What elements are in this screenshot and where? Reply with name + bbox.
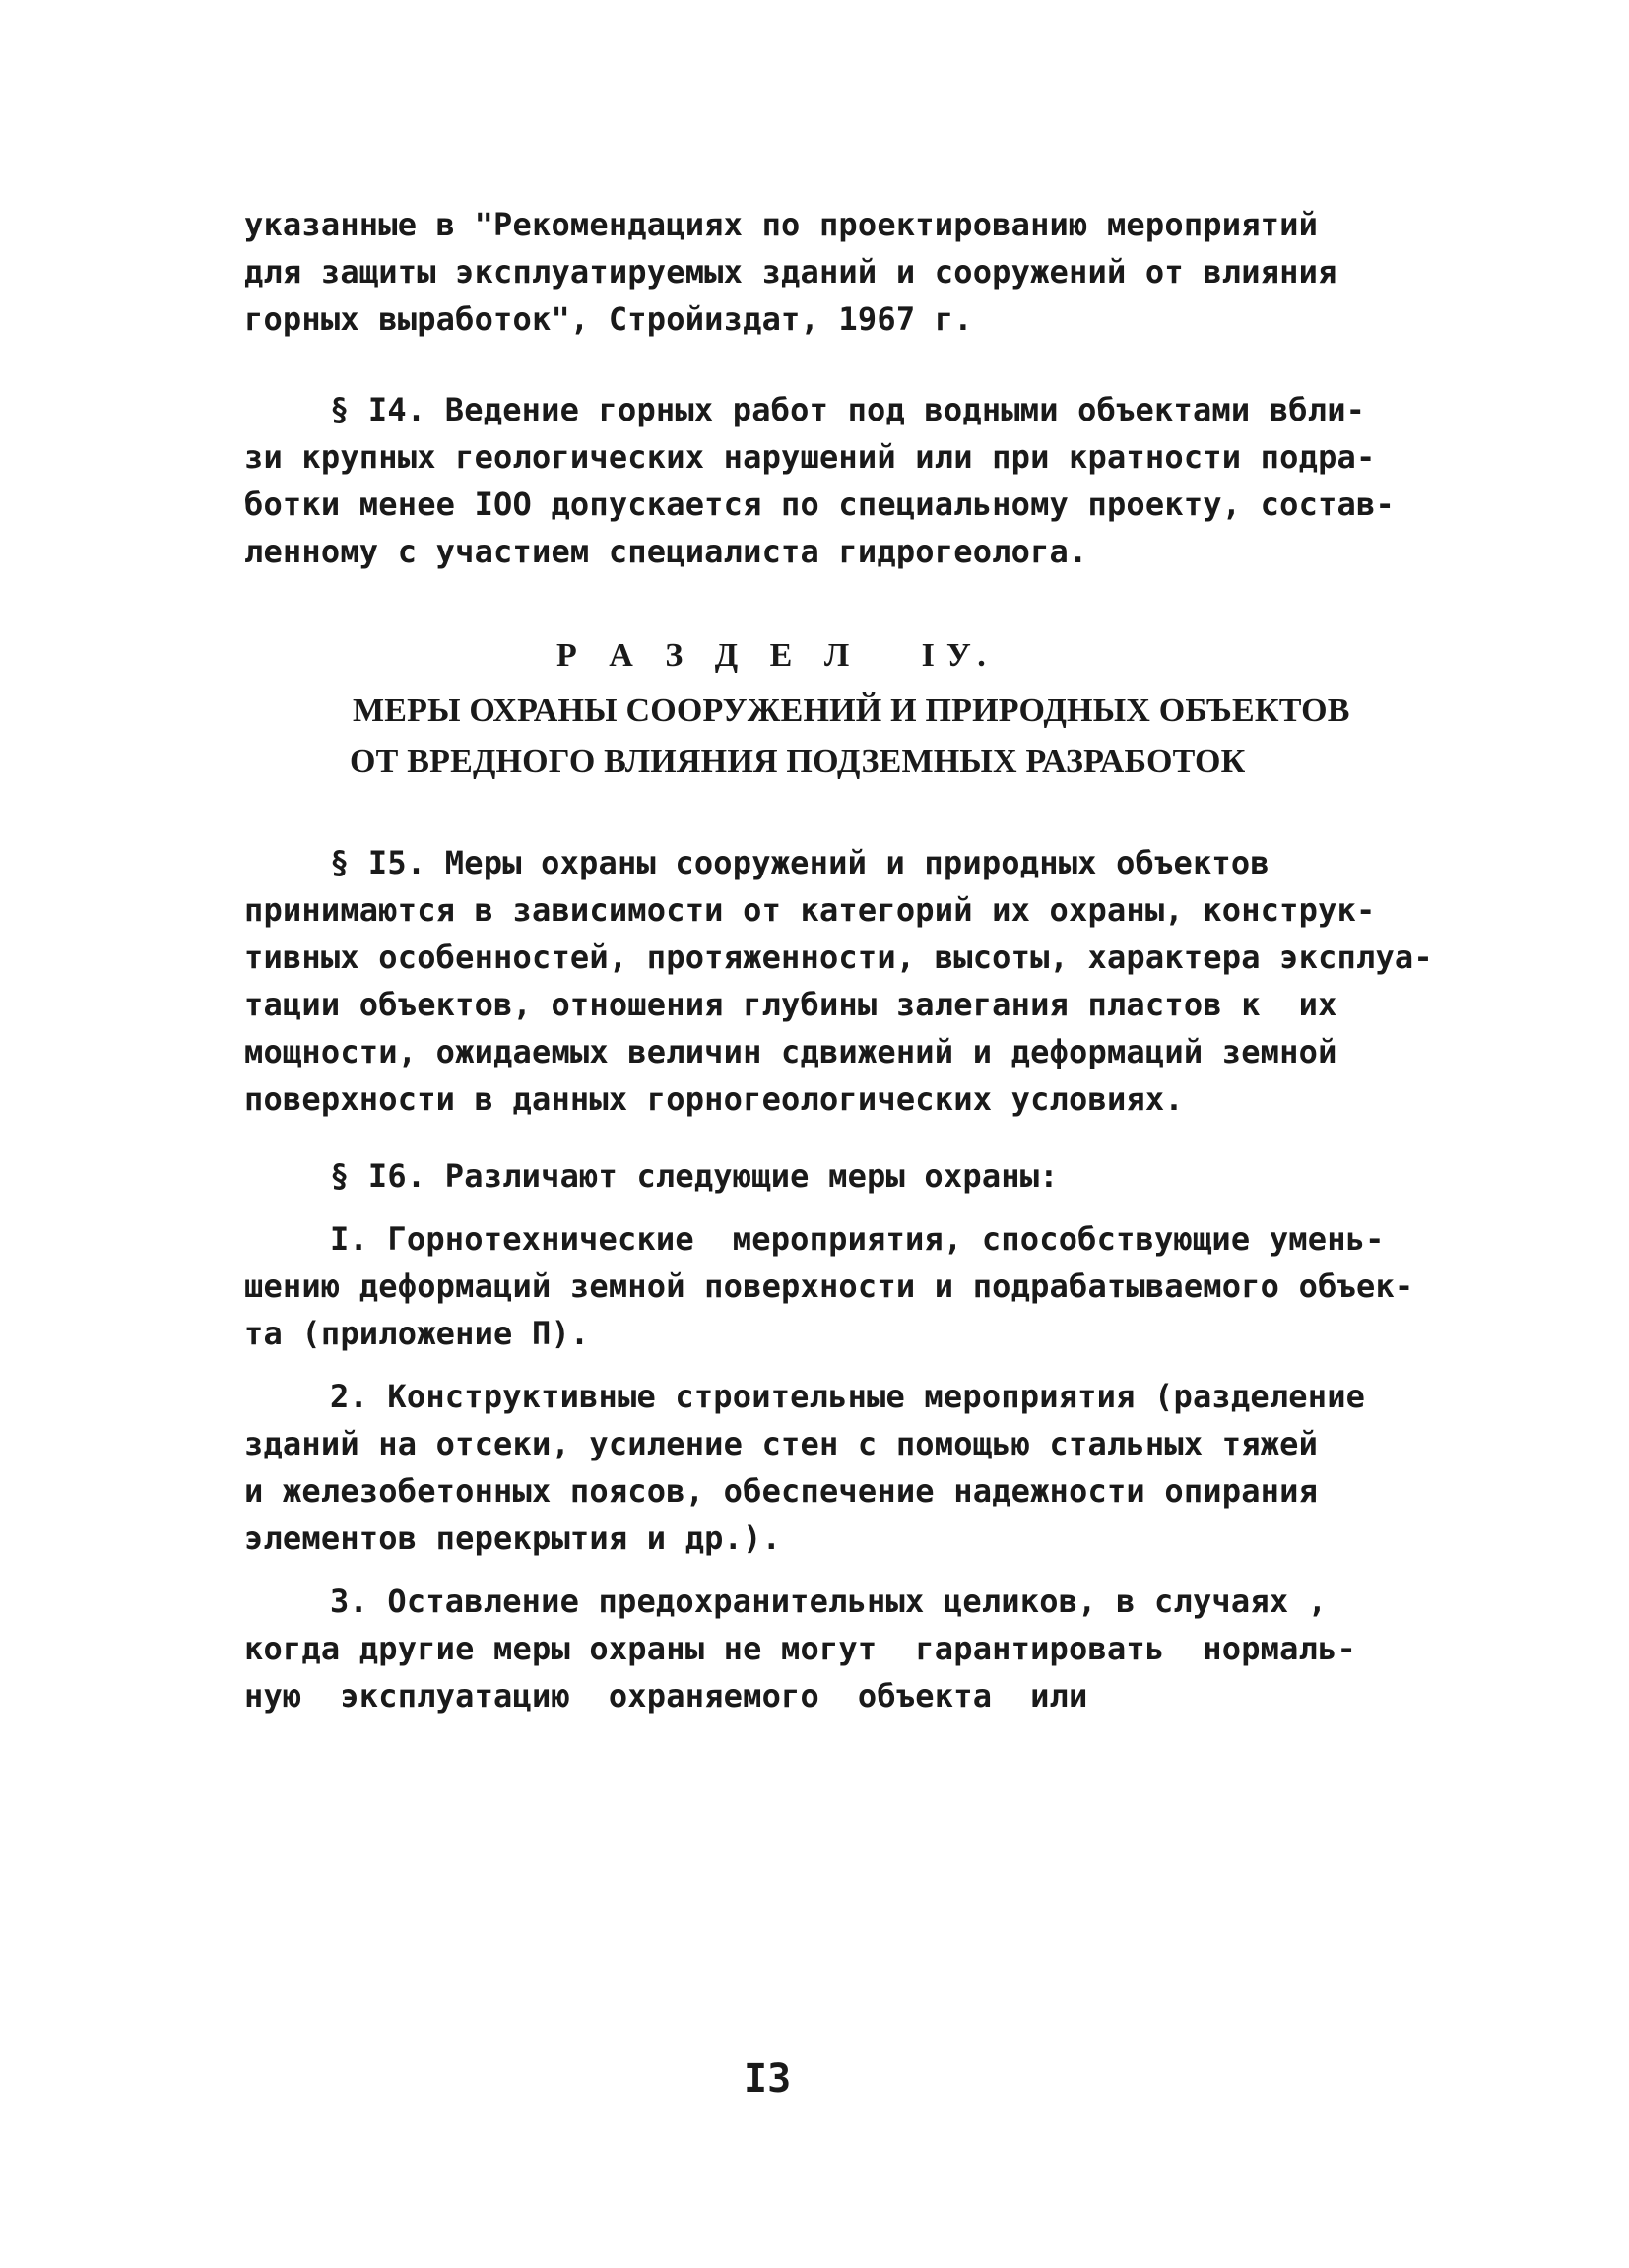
- item2-line-2: зданий на отсеки, усиление стен с помощью стальных тяжей: [244, 1425, 1319, 1462]
- para15-line-5: мощности, ожидаемых величин сдвижений и деформаций земной: [244, 1033, 1337, 1070]
- para14-line-1: § I4. Ведение горных работ под водными объектами вбли-: [330, 391, 1366, 428]
- intro-line-2: для защиты эксплуатируемых зданий и сооружений от влияния: [244, 253, 1337, 291]
- page-number: I3: [744, 2056, 792, 2102]
- para14-line-3: ботки менее IOO допускается по специальному проекту, состав-: [244, 486, 1395, 523]
- para15-line-2: принимаются в зависимости от категорий их охраны, конструк-: [244, 891, 1376, 929]
- para15-line-1: § I5. Меры охраны сооружений и природных объектов: [330, 844, 1270, 881]
- item3-line-2: когда другие меры охраны не могут гарантировать нормаль-: [244, 1630, 1357, 1667]
- item1-line-1: I. Горнотехнические мероприятия, способствующие умень-: [330, 1220, 1385, 1258]
- item1-line-3: та (приложение П).: [244, 1315, 590, 1352]
- para15-line-3: тивных особенностей, протяженности, высоты, характера эксплуа-: [244, 939, 1433, 976]
- item3-line-1: 3. Оставление предохранительных целиков, в случаях ,: [330, 1583, 1328, 1620]
- para15-line-4: тации объектов, отношения глубины залегания пластов к их: [244, 986, 1337, 1023]
- para15-line-6: поверхности в данных горногеологических условиях.: [244, 1080, 1184, 1118]
- para14-line-4: ленному с участием специалиста гидрогеолога.: [244, 533, 1088, 570]
- section-heading-line-1: МЕРЫ ОХРАНЫ СООРУЖЕНИЙ И ПРИРОДНЫХ ОБЪЕКТОВ: [353, 692, 1350, 729]
- item2-line-3: и железобетонных поясов, обеспечение надежности опирания: [244, 1472, 1319, 1510]
- item3-line-3: ную эксплуатацию охраняемого объекта или: [244, 1677, 1088, 1715]
- section-heading-line-2: ОТ ВРЕДНОГО ВЛИЯНИЯ ПОДЗЕМНЫХ РАЗРАБОТОК: [350, 744, 1246, 780]
- intro-line-1: указанные в "Рекомендациях по проектированию мероприятий: [244, 206, 1319, 243]
- item1-line-2: шению деформаций земной поверхности и подрабатываемого объек-: [244, 1267, 1414, 1305]
- para14-line-2: зи крупных геологических нарушений или при кратности подра-: [244, 438, 1376, 476]
- para16-line: § I6. Различают следующие меры охраны:: [330, 1157, 1059, 1195]
- intro-line-3: горных выработок", Стройиздат, 1967 г.: [244, 300, 973, 338]
- item2-line-1: 2. Конструктивные строительные мероприятия (разделение: [330, 1378, 1366, 1415]
- item2-line-4: элементов перекрытия и др.).: [244, 1520, 782, 1557]
- section-label: Р А З Д Е Л IУ.: [556, 637, 998, 674]
